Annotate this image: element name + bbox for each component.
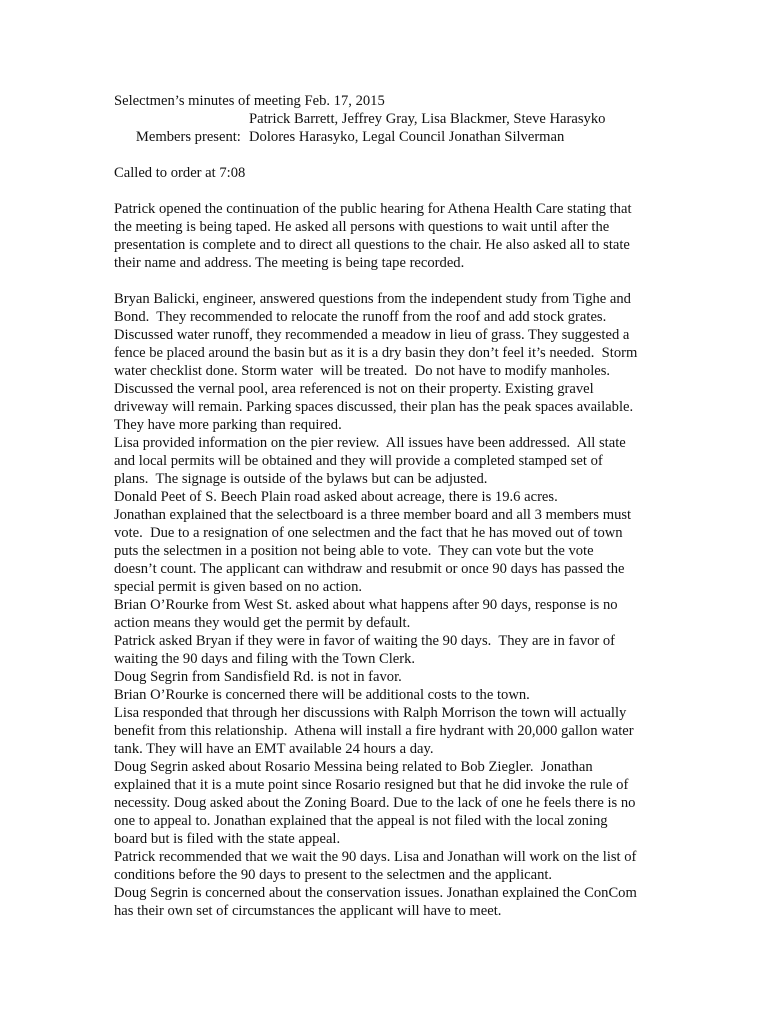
- body-line: They have more parking than required.: [114, 417, 342, 433]
- body-line: puts the selectmen in a position not being able to vote. They can vote but the vote: [114, 543, 594, 559]
- body-line: one to appeal to. Jonathan explained that the appeal is not filed with the local zoning: [114, 813, 608, 829]
- body-line: Donald Peet of S. Beech Plain road asked about acreage, there is 19.6 acres.: [114, 489, 558, 505]
- paragraph-line: their name and address. The meeting is being tape recorded.: [114, 255, 465, 271]
- body-line: necessity. Doug asked about the Zoning Board. Due to the lack of one he feels there is no: [114, 795, 636, 811]
- body-line: vote. Due to a resignation of one selectmen and the fact that he has moved out of town: [114, 525, 623, 541]
- spacer: [114, 146, 674, 164]
- body-line: Doug Segrin is concerned about the conservation issues. Jonathan explained the ConCom: [114, 885, 637, 901]
- body-line: Discussed water runoff, they recommended a meadow in lieu of grass. They suggested a: [114, 327, 630, 343]
- spacer: [114, 182, 674, 200]
- body-line: Lisa provided information on the pier review. All issues have been addressed. All state: [114, 435, 626, 451]
- body-line: Discussed the vernal pool, area referenced is not on their property. Existing gravel: [114, 381, 594, 397]
- opening-paragraph: [114, 200, 674, 272]
- paragraph-line: the meeting is being taped. He asked all persons with questions to wait until after the: [114, 219, 610, 235]
- document-title: Selectmen’s minutes of meeting Feb. 17, 2015: [114, 93, 385, 109]
- body-line: Brian O’Rourke from West St. asked about what happens after 90 days, response is no: [114, 597, 618, 613]
- paragraph-line: presentation is complete and to direct all questions to the chair. He also asked all to state: [114, 237, 630, 253]
- members-names-line1: Patrick Barrett, Jeffrey Gray, Lisa Blackmer, Steve Harasyko: [249, 111, 606, 127]
- body-line: action means they would get the permit by default.: [114, 615, 411, 631]
- body-line: tank. They will have an EMT available 24 hours a day.: [114, 741, 434, 757]
- body-line: doesn’t count. The applicant can withdraw and resubmit or once 90 days has passed the: [114, 561, 625, 577]
- paragraph-line: Patrick opened the continuation of the public hearing for Athena Health Care stating that: [114, 201, 632, 217]
- body-line: water checklist done. Storm water will be treated. Do not have to modify manholes.: [114, 363, 611, 379]
- body-line: plans. The signage is outside of the bylaws but can be adjusted.: [114, 471, 488, 487]
- members-names-line2: Dolores Harasyko, Legal Council Jonathan Silverman: [249, 129, 565, 145]
- body-line: Lisa responded that through her discussions with Ralph Morrison the town will actually: [114, 705, 627, 721]
- body-line: has their own set of circumstances the applicant will have to meet.: [114, 903, 502, 919]
- body-line: fence be placed around the basin but as it is a dry basin they don’t feel it’s needed. Storm: [114, 345, 638, 361]
- body-line: board but is filed with the state appeal.: [114, 831, 341, 847]
- body-line: Doug Segrin from Sandisfield Rd. is not in favor.: [114, 669, 402, 685]
- body-line: Jonathan explained that the selectboard is a three member board and all 3 members must: [114, 507, 632, 523]
- called-to-order: Called to order at 7:08: [114, 165, 246, 181]
- spacer: [114, 272, 674, 290]
- body-line: conditions before the 90 days to present to the selectmen and the applicant.: [114, 867, 553, 883]
- body-line: explained that it is a mute point since Rosario resigned but that he did invoke the rule of: [114, 777, 629, 793]
- members-label: Members present:: [135, 129, 241, 145]
- body-line: Patrick recommended that we wait the 90 days. Lisa and Jonathan will work on the list of: [114, 849, 637, 865]
- body-line: Brian O’Rourke is concerned there will be additional costs to the town.: [114, 687, 530, 703]
- body-line: and local permits will be obtained and they will provide a completed stamped set of: [114, 453, 603, 469]
- discussion-body: [114, 290, 674, 920]
- body-line: Doug Segrin asked about Rosario Messina being related to Bob Ziegler. Jonathan: [114, 759, 593, 775]
- body-line: Patrick asked Bryan if they were in favor of waiting the 90 days. They are in favor of: [114, 633, 616, 649]
- body-line: waiting the 90 days and filing with the Town Clerk.: [114, 651, 416, 667]
- body-line: Bryan Balicki, engineer, answered questions from the independent study from Tighe and: [114, 291, 631, 307]
- body-line: Bond. They recommended to relocate the runoff from the roof and add stock grates.: [114, 309, 607, 325]
- body-line: benefit from this relationship. Athena will install a fire hydrant with 20,000 gallon water: [114, 723, 634, 739]
- body-line: driveway will remain. Parking spaces discussed, their plan has the peak spaces available.: [114, 399, 634, 415]
- minutes-text: [114, 92, 674, 920]
- body-line: special permit is given based on no action.: [114, 579, 363, 595]
